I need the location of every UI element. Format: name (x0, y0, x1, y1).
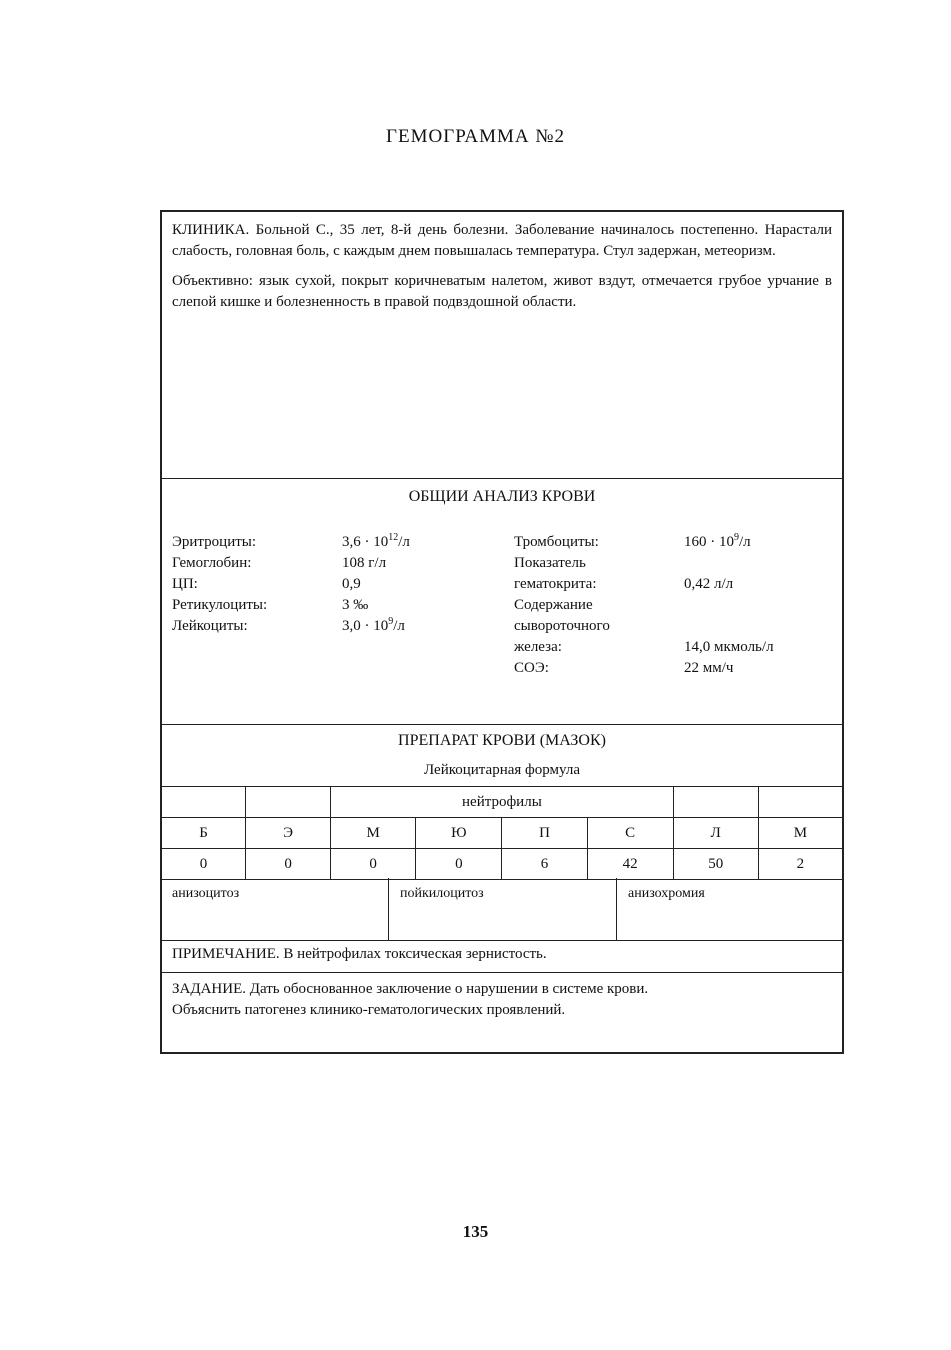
value-hemoglobin: 108 г/л (342, 555, 387, 571)
clinic-history: КЛИНИКА. Больной С., 35 лет, 8-й день болезни. Заболевание начиналось постепенно. Нарастали слабость, головная боль, с каждым днем повышалась температура. Стул задержан, метеоризм. (172, 222, 832, 259)
col-header: М (758, 818, 842, 849)
anisochromia-cell: анизохромия (628, 886, 705, 901)
page-title: ГЕМОГРАММА №2 (386, 126, 565, 147)
cell-value: 50 (673, 849, 758, 880)
table-row (162, 818, 842, 849)
divider (162, 972, 842, 973)
morphology-row (162, 878, 842, 940)
value-esr: 22 мм/ч (684, 660, 734, 676)
label-reticulocytes: Ретикулоциты: (172, 597, 268, 613)
blood-test-title: ОБЩИИ АНАЛИЗ КРОВИ (408, 488, 596, 505)
value-platelets: $160 \cdot 10^9/л$ (684, 532, 751, 550)
page-number: 135 (462, 1222, 489, 1241)
col-header: Л (673, 818, 758, 849)
task (162, 976, 842, 1024)
smear-title: ПРЕПАРАТ КРОВИ (МАЗОК) (398, 732, 606, 749)
clinic-section (162, 212, 842, 322)
label-iron-2: сывороточного (514, 618, 610, 634)
blood-test-left-values (342, 532, 410, 637)
cell-value: 42 (587, 849, 673, 880)
col-header: Б (162, 818, 246, 849)
poikilocytosis-cell: пойкилоцитоз (400, 886, 484, 901)
leukocyte-formula-title: Лейкоцитарная формула (423, 762, 581, 778)
col-header: П (502, 818, 587, 849)
blood-test-right-labels (514, 532, 610, 679)
label-iron-1: Содержание (514, 597, 593, 613)
clinic-objective: Объективно: язык сухой, покрыт коричневатым налетом, живот вздут, отмечается грубое урчание в слепой кишке и болезненность в правой подвздошной области. (172, 273, 832, 310)
cell-value: 2 (758, 849, 842, 880)
cell-value: 0 (416, 849, 502, 880)
task-line-1: ЗАДАНИЕ. Дать обоснованное заключение о нарушении в системе крови. (172, 981, 649, 997)
value-hematocrit: 0,42 л/л (684, 576, 734, 592)
label-esr: СОЭ: (514, 660, 549, 676)
table-row (162, 849, 842, 880)
value-erythrocytes: $3,6 \cdot 10^{12}/л$ (342, 532, 410, 550)
note: ПРИМЕЧАНИЕ. В нейтрофилах токсическая зернистость. (172, 946, 547, 962)
cell-value: 6 (502, 849, 587, 880)
anisocytosis-cell: анизоцитоз (172, 886, 240, 901)
cell-value: 0 (331, 849, 416, 880)
label-erythrocytes: Эритроциты: (172, 534, 257, 550)
cell-value: 0 (246, 849, 331, 880)
label-hematocrit-2: гематокрита: (514, 576, 597, 592)
leukocyte-formula-table (162, 786, 842, 880)
label-iron-3: железа: (514, 639, 562, 655)
value-ci: 0,9 (342, 576, 361, 592)
table-header-row (162, 787, 842, 818)
cell-value: 0 (162, 849, 246, 880)
col-header: С (587, 818, 673, 849)
label-ci: ЦП: (172, 576, 198, 592)
label-leukocytes: Лейкоциты: (172, 618, 248, 634)
neutrophils-header: нейтрофилы (331, 787, 674, 818)
value-iron: 14,0 мкмоль/л (684, 639, 774, 655)
col-header: Ю (416, 818, 502, 849)
value-leukocytes: $3,0 \cdot 10^9/л$ (342, 616, 405, 634)
divider (162, 478, 842, 479)
label-hemoglobin: Гемоглобин: (172, 555, 252, 571)
label-hematocrit-1: Показатель (514, 555, 586, 571)
divider (162, 940, 842, 941)
col-header: М (331, 818, 416, 849)
label-platelets: Тромбоциты: (514, 534, 599, 550)
blood-test-right-values (684, 532, 774, 679)
blood-test-left-labels (172, 532, 267, 637)
task-line-2: Объяснить патогенез клинико-гематологических проявлений. (172, 1002, 566, 1018)
divider (162, 724, 842, 725)
value-reticulocytes: 3 ‰ (342, 597, 369, 613)
hemogram-card (160, 210, 844, 1054)
col-header: Э (246, 818, 331, 849)
